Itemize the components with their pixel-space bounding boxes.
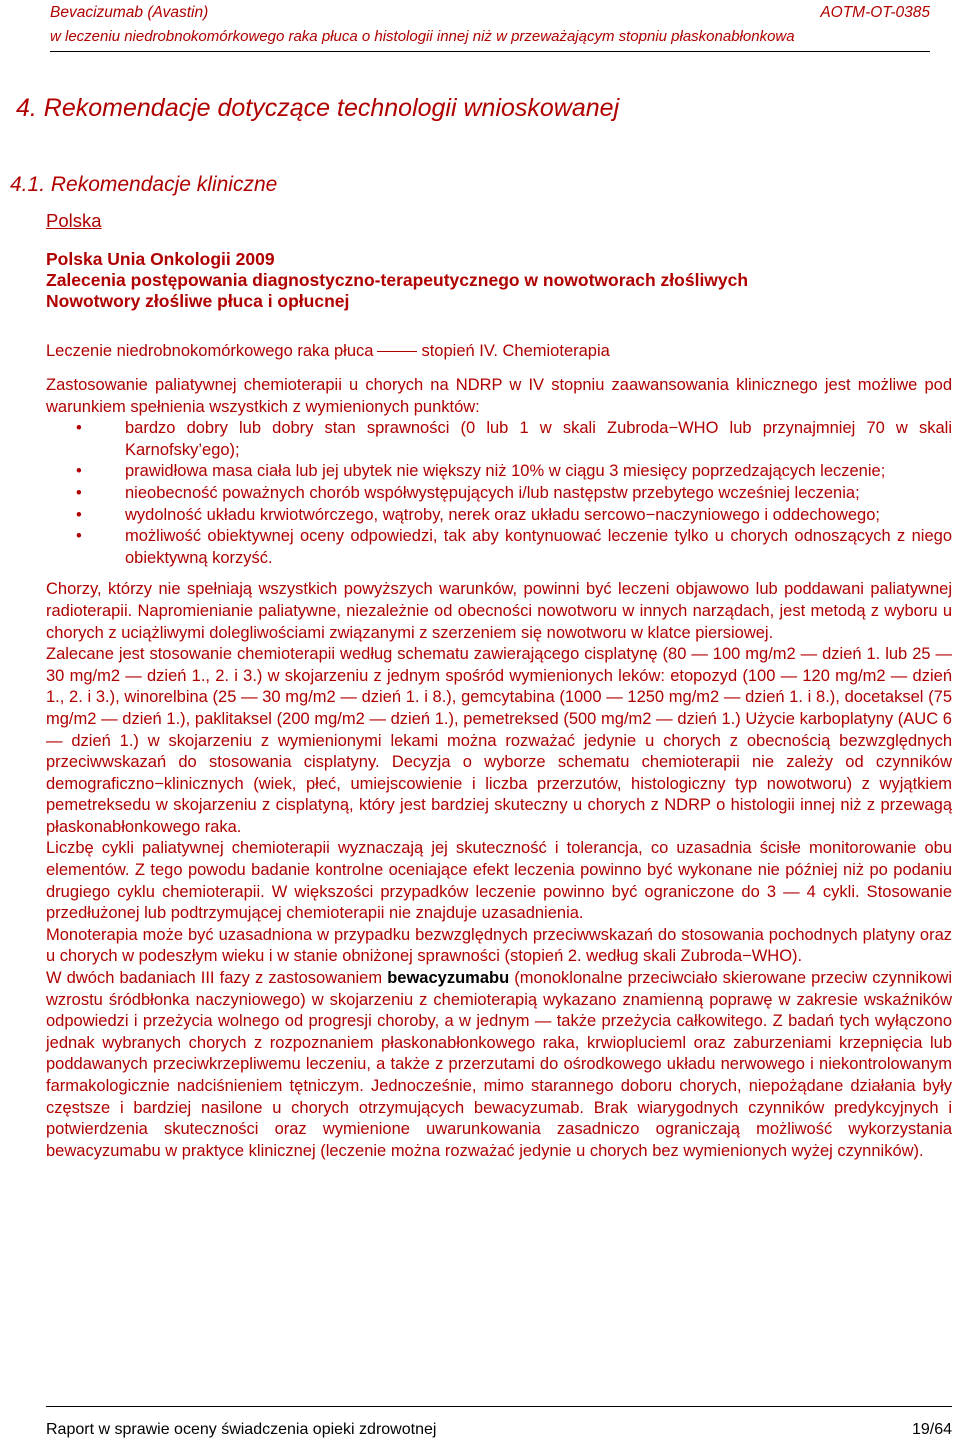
section-heading: 4.1. Rekomendacje kliniczne (10, 173, 278, 196)
subsection-title-part2: stopień IV. Chemioterapia (421, 342, 610, 360)
page-number: 19/64 (911, 1421, 952, 1438)
header-document-code: AOTM-OT-0385 (820, 4, 930, 21)
page-footer (46, 1406, 952, 1439)
guideline-title (46, 249, 748, 312)
guideline-name: Zalecenia postępowania diagnostyczno-terapeutycznego w nowotworach złośliwych (46, 270, 749, 290)
subsection-title-part1: Leczenie niedrobnokomórkowego raka płuca (46, 342, 374, 360)
paragraph-palliative: Chorzy, którzy nie spełniają wszystkich powyższych warunków, powinni być leczeni objawowo lub poddawani paliatywnej radioterapii. Napromienianie paliatywne, niezależnie od obecności nowotworu w innych narządach, jest metodą z wyboru u chorych z uciążliwymi dolegliwościami związanymi z szerzeniem się nowotworu w klatce piersiowej. (46, 580, 952, 642)
paragraph-regimens: Zalecane jest stosowanie chemioterapii według schematu zawierającego cisplatynę (80 — 100 mg/m2 — dzień 1. lub 25 — 30 mg/m2 — dzień 1., 2. i 3.) w skojarzeniu z jednym spośród wymienionych leków: etopozyd (100 — 120 mg/m2 — dzień 1., 2. i 3.), winorelbina (25 — 30 mg/m2 — dzień 1. i 8.), gemcytabina (1000 — 1250 mg/m2 — dzień 1. i 8.), docetaksel (75 mg/m2 — dzień 1.), paklitaksel (200 mg/m2 — dzień 1.), pemetreksed (500 mg/m2 — dzień 1.) Użycie karboplatyny (AUC 6 — dzień 1.) w skojarzeniu z wymienionymi lekami można rozważać jedynie u chorych z obecnością bezwzględnych przeciwwskazań do stosowania cisplatyny. Decyzja o wyborze schematu chemioterapii nie zależy od czynników demograficzno−klinicznych (wiek, płeć, umiejscowienie i liczba przerzutów, histologiczny typ nowotworu) z wyjątkiem pemetreksedu w skojarzeniu z cisplatyną, który jest bardziej skuteczny u chorych z NDRP o histologii innej niż z przewagą płaskonabłonkowego raka. (46, 645, 952, 836)
em-dash-line (377, 351, 417, 352)
subsection-title (46, 342, 610, 361)
intro-paragraph: Zastosowanie paliatywnej chemioterapii u chorych na NDRP w IV stopniu zaawansowania klinicznego jest możliwe pod warunkiem spełnienia wszystkich z wymienionych punktów: (46, 376, 952, 416)
list-item: • możliwość obiektywnej oceny odpowiedzi, tak aby kontynuować leczenie tylko u chorych odnoszących z niego obiektywną korzyść. (46, 526, 952, 569)
list-item: • wydolność układu krwiotwórczego, wątroby, nerek oraz układu sercowo−naczyniowego i oddechowego; (46, 505, 952, 527)
guideline-source: Polska Unia Onkologii 2009 (46, 249, 275, 269)
criteria-list (46, 418, 952, 569)
text-span: (monoklonalne przeciwciało skierowane przeciw czynnikowi wzrostu śródbłonka naczyniowego) w skojarzeniu z chemioterapią wykazano znamienną poprawę w zakresie wskaźników odpowiedzi i przeżycia wolnego od progresji choroby, a w jednym — także przeżycia całkowitego. Z badań tych wyłączono jednak wybranych chorych z rozpoznaniem płaskonabłonkowego raka, krwioplucieml oraz zaburzeniami krzepnięcia lub poddawanych przeciwkrzepliwemu leczeniu, a także z przerzutami do ośrodkowego układu nerwowego i niekontrolowanym farmakologicznie nadciśnieniem tętniczym. Jednocześnie, mimo starannego doboru chorych, niepożądane działania były częstsze i bardziej nasilone u chorych otrzymujących bewacyzumab. Brak wiarygodnych czynników predykcyjnych i potwierdzenia skuteczności oraz wymienione uwarunkowania zasadniczo ograniczają możliwość wykorzystania bewacyzumabu w praktyce klinicznej (leczenie można rozważać jedynie u chorych bez wymienionych wyżej czynników). (46, 969, 952, 1160)
list-item: • prawidłowa masa ciała lub jej ubytek nie większy niż 10% w ciągu 3 miesięcy poprzedzających leczenie; (46, 461, 952, 483)
bold-drug-name: bewacyzumabu (387, 969, 510, 988)
paragraph-monotherapy: Monoterapia może być uzasadniona w przypadku bezwzględnych przeciwwskazań do stosowania pochodnych platyny oraz u chorych w podeszłym wieku i w stanie obniżonej sprawności (stopień 2. według skali Zubroda−WHO). (46, 925, 952, 966)
country-heading: Polska (46, 210, 102, 231)
text-span: W dwóch badaniach III fazy z zastosowaniem (46, 969, 388, 988)
main-text (46, 375, 952, 1162)
list-item: • bardzo dobry lub dobry stan sprawności (0 lub 1 w skali Zubroda−WHO lub przynajmniej 70 w skali Karnofsky’ego); (46, 418, 952, 461)
header-drug-name: Bevacizumab (Avastin) (50, 4, 209, 21)
list-item: • nieobecność poważnych chorób współwystępujących i/lub następstw przebytego wcześniej leczenia; (46, 483, 952, 505)
footer-title: Raport w sprawie oceny świadczenia opieki zdrowotnej (46, 1421, 437, 1438)
chapter-heading: 4. Rekomendacje dotyczące technologii wnioskowanej (16, 94, 620, 122)
guideline-topic: Nowotwory złośliwe płuca i opłucnej (46, 291, 350, 311)
paragraph-bevacizumab (46, 968, 952, 1162)
header-subtitle: w leczeniu niedrobnokomórkowego raka płuca o histologii innej niż w przeważającym stopniu płaskonabłonkowa (50, 28, 930, 52)
paragraph-cycles: Liczbę cykli paliatywnej chemioterapii wyznaczają jej skuteczność i tolerancja, co uzasadnia ścisłe monitorowanie obu elementów. Z tego powodu badanie kontrolne oceniające efekt leczenia powinno być wykonane nie później niż po podaniu drugiego cyklu chemioterapii. W większości przypadków leczenie powinno być ograniczone do 3 — 4 cykli. Stosowanie przedłużonej lub podtrzymującej chemioterapii nie znajduje uzasadnienia. (46, 839, 952, 923)
running-header (50, 4, 930, 22)
